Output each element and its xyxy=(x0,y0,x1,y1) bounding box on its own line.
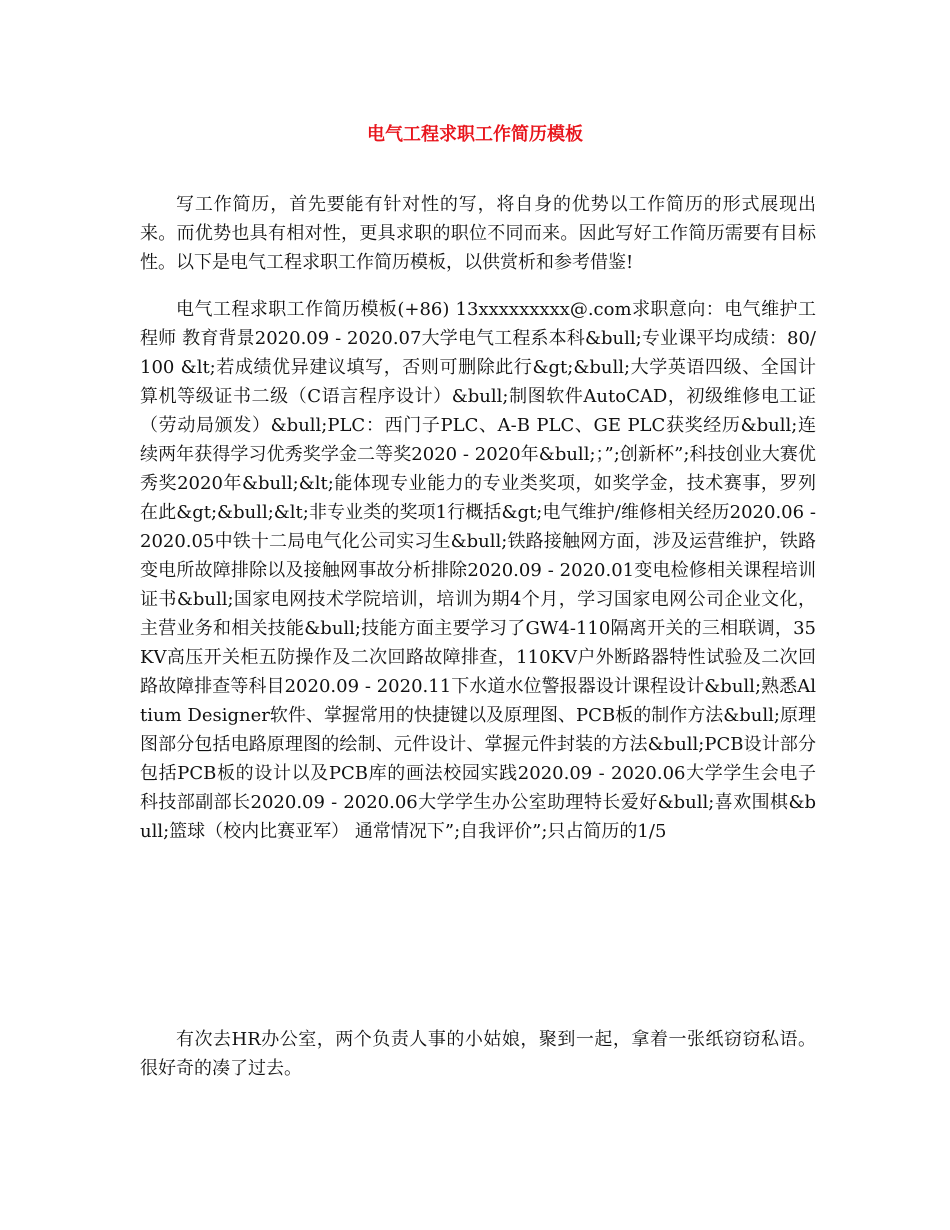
closing-paragraph: 有次去HR办公室，两个负责人事的小姑娘，聚到一起，拿着一张纸窃窃私语。很好奇的凑了过去。 xyxy=(140,1029,816,1079)
document-title: 电气工程求职工作简历模板 xyxy=(367,124,583,145)
resume-template-paragraph: 电气工程求职工作简历模板(+86) 13xxxxxxxxx@.com求职意向：电气维护工程师 教育背景2020.09 - 2020.07大学电气工程系本科&bull;专业课平均成绩：80/100 &lt;若成绩优异建议填写，否则可删除此行&gt;&bull;大学英语四级、全国计算机等级证书二级（C语言程序设计）&bull;制图软件AutoCAD，初级维修电工证（劳动局颁发）&bull;PLC：西门子PLC、A-B PLC、GE PLC获奖经历&bull;连续两年获得学习优秀奖学金二等奖2020 - 2020年&bull;；”;创新杯”;科技创业大赛优秀奖2020年&bull;&lt;能体现专业能力的专业类奖项，如奖学金，技术赛事，罗列在此&gt;&bull;&lt;非专业类的奖项1行概括&gt;电气维护/维修相关经历2020.06 - 2020.05中铁十二局电气化公司实习生&bull;铁路接触网方面，涉及运营维护，铁路变电所故障排除以及接触网事故分析排除2020.09 - 2020.01变电检修相关课程培训证书&bull;国家电网技术学院培训，培训为期4个月，学习国家电网公司企业文化，主营业务和相关技能&bull;技能方面主要学习了GW4-110隔离开关的三相联调，35KV高压开关柜五防操作及二次回路故障排查，110KV户外断路器特性试验及二次回路故障排查等科目2020.09 - 2020.11下水道水位警报器设计课程设计&bull;熟悉Altium Designer软件、掌握常用的快捷键以及原理图、PCB板的制作方法&bull;原理图部分包括电路原理图的绘制、元件设计、掌握元件封装的方法&bull;PCB设计部分包括PCB板的设计以及PCB库的画法校园实践2020.09 - 2020.06大学学生会电子科技部副部长2020.09 - 2020.06大学学生办公室助理特长爱好&bull;喜欢围棋&bull;篮球（校内比赛亚军） 通常情况下”;自我评价”;只占简历的1/5 xyxy=(140,299,816,842)
intro-paragraph: 写工作简历，首先要能有针对性的写，将自身的优势以工作简历的形式展现出来。而优势也具有相对性，更具求职的职位不同而来。因此写好工作简历需要有目标性。以下是电气工程求职工作简历模板，以供赏析和参考借鉴! xyxy=(140,194,816,273)
